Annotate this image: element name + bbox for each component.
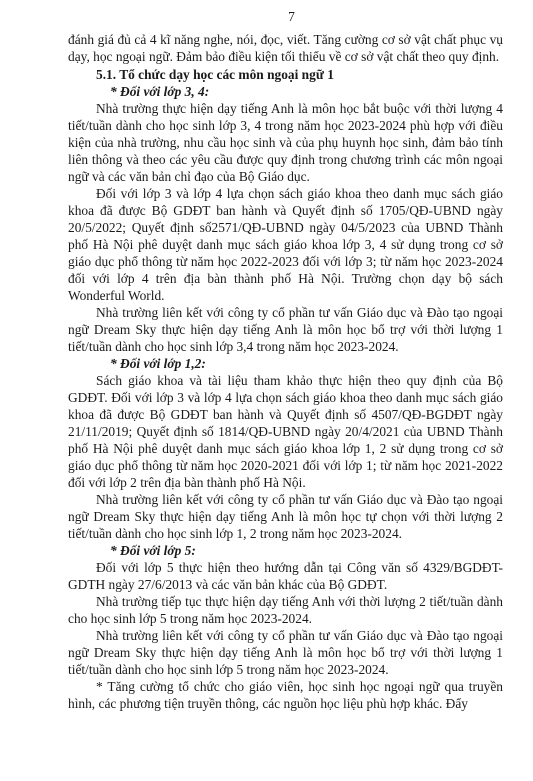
body-paragraph: Nhà trường thực hiện dạy tiếng Anh là môn học bắt buộc với thời lượng 4 tiết/tuần dành cho học sinh lớp 3, 4 trong năm học 2023-2024 phù hợp với điều kiện của nhà trường, nhu cầu học sinh và của phụ huynh học sinh, đảm bảo tính liên thông và theo các yêu cầu được quy định trong chương trình các môn ngoại ngữ và các văn bản chỉ đạo của Bộ Giáo dục. [68, 101, 503, 184]
page-number: 7 [288, 9, 295, 24]
body-paragraph: Nhà trường liên kết với công ty cổ phần tư vấn Giáo dục và Đào tạo ngoại ngữ Dream Sky thực hiện dạy tiếng Anh là môn học tự chọn với thời lượng 2 tiết/tuần dành cho học sinh lớp 1, 2 trong năm học 2023-2024. [68, 492, 503, 541]
body-paragraph: đánh giá đủ cả 4 kĩ năng nghe, nói, đọc, viết. Tăng cường cơ sở vật chất phục vụ dạy, học ngoại ngữ. Đảm bảo điều kiện tối thiểu về cơ sở vật chất theo quy định. [68, 32, 503, 64]
subheading-grade-5: * Đối với lớp 5: [110, 543, 196, 558]
body-paragraph: Nhà trường liên kết với công ty cổ phần tư vấn Giáo dục và Đào tạo ngoại ngữ Dream Sky thực hiện dạy tiếng Anh là môn học bổ trợ với thời lượng 1 tiết/tuần dành cho học sinh lớp 5 trong năm học 2023-2024. [68, 628, 503, 677]
section-heading: 5.1. Tổ chức dạy học các môn ngoại ngữ 1 [96, 67, 334, 82]
subheading-grade-3-4: * Đối với lớp 3, 4: [110, 84, 210, 99]
body-paragraph: * Tăng cường tổ chức cho giáo viên, học sinh học ngoại ngữ qua truyền hình, các phương tiện truyền thông, các nguồn học liệu phù hợp khác. Đẩy [68, 679, 503, 711]
body-paragraph: Đối với lớp 5 thực hiện theo hướng dẫn tại Công văn số 4329/BGDĐT-GDTH ngày 27/6/2013 và các văn bản khác của Bộ GDĐT. [68, 560, 503, 592]
subheading-grade-1-2: * Đối với lớp 1,2: [110, 356, 206, 371]
body-paragraph: Nhà trường tiếp tục thực hiện dạy tiếng Anh với thời lượng 2 tiết/tuần dành cho học sinh lớp 5 trong năm học 2023-2024. [68, 594, 503, 626]
body-paragraph: Đối với lớp 3 và lớp 4 lựa chọn sách giáo khoa theo danh mục sách giáo khoa đã được Bộ GDĐT ban hành và Quyết định số 1705/QĐ-UBND ngày 20/5/2022; Quyết định số2571/QĐ-UBND ngày 04/5/2023 của UBND Thành phố Hà Nội phê duyệt danh mục sách giáo khoa lớp 3, 4 sử dụng trong cơ sở giáo dục phổ thông từ năm học 2022-2023 đối với lớp 3; từ năm học 2023-2024 đối với lớp 4 trên địa bàn thành phố Hà Nội. Trường chọn dạy bộ sách Wonderful World. [68, 186, 503, 303]
body-paragraph: Nhà trường liên kết với công ty cổ phần tư vấn Giáo dục và Đào tạo ngoại ngữ Dream Sky thực hiện dạy tiếng Anh là môn học bổ trợ với thời lượng 1 tiết/tuần dành cho học sinh lớp 3,4 trong năm học 2023-2024. [68, 305, 503, 354]
body-paragraph: Sách giáo khoa và tài liệu tham khảo thực hiện theo quy định của Bộ GDĐT. Đối với lớp 3 và lớp 4 lựa chọn sách giáo khoa theo danh mục sách giáo khoa đã được Bộ GDĐT ban hành và Quyết định số 4507/QĐ-BGDĐT ngày 21/11/2019; Quyết định số 1814/QĐ-UBND ngày 20/4/2021 của UBND Thành phố Hà Nội phê duyệt danh mục sách giáo khoa lớp 1, 2 sử dụng trong cơ sở giáo dục phổ thông từ năm học 2020-2021 đối với lớp 1; từ năm học 2021-2022 đối với lớp 2 trên địa bàn thành phố Hà Nội. [68, 373, 503, 490]
